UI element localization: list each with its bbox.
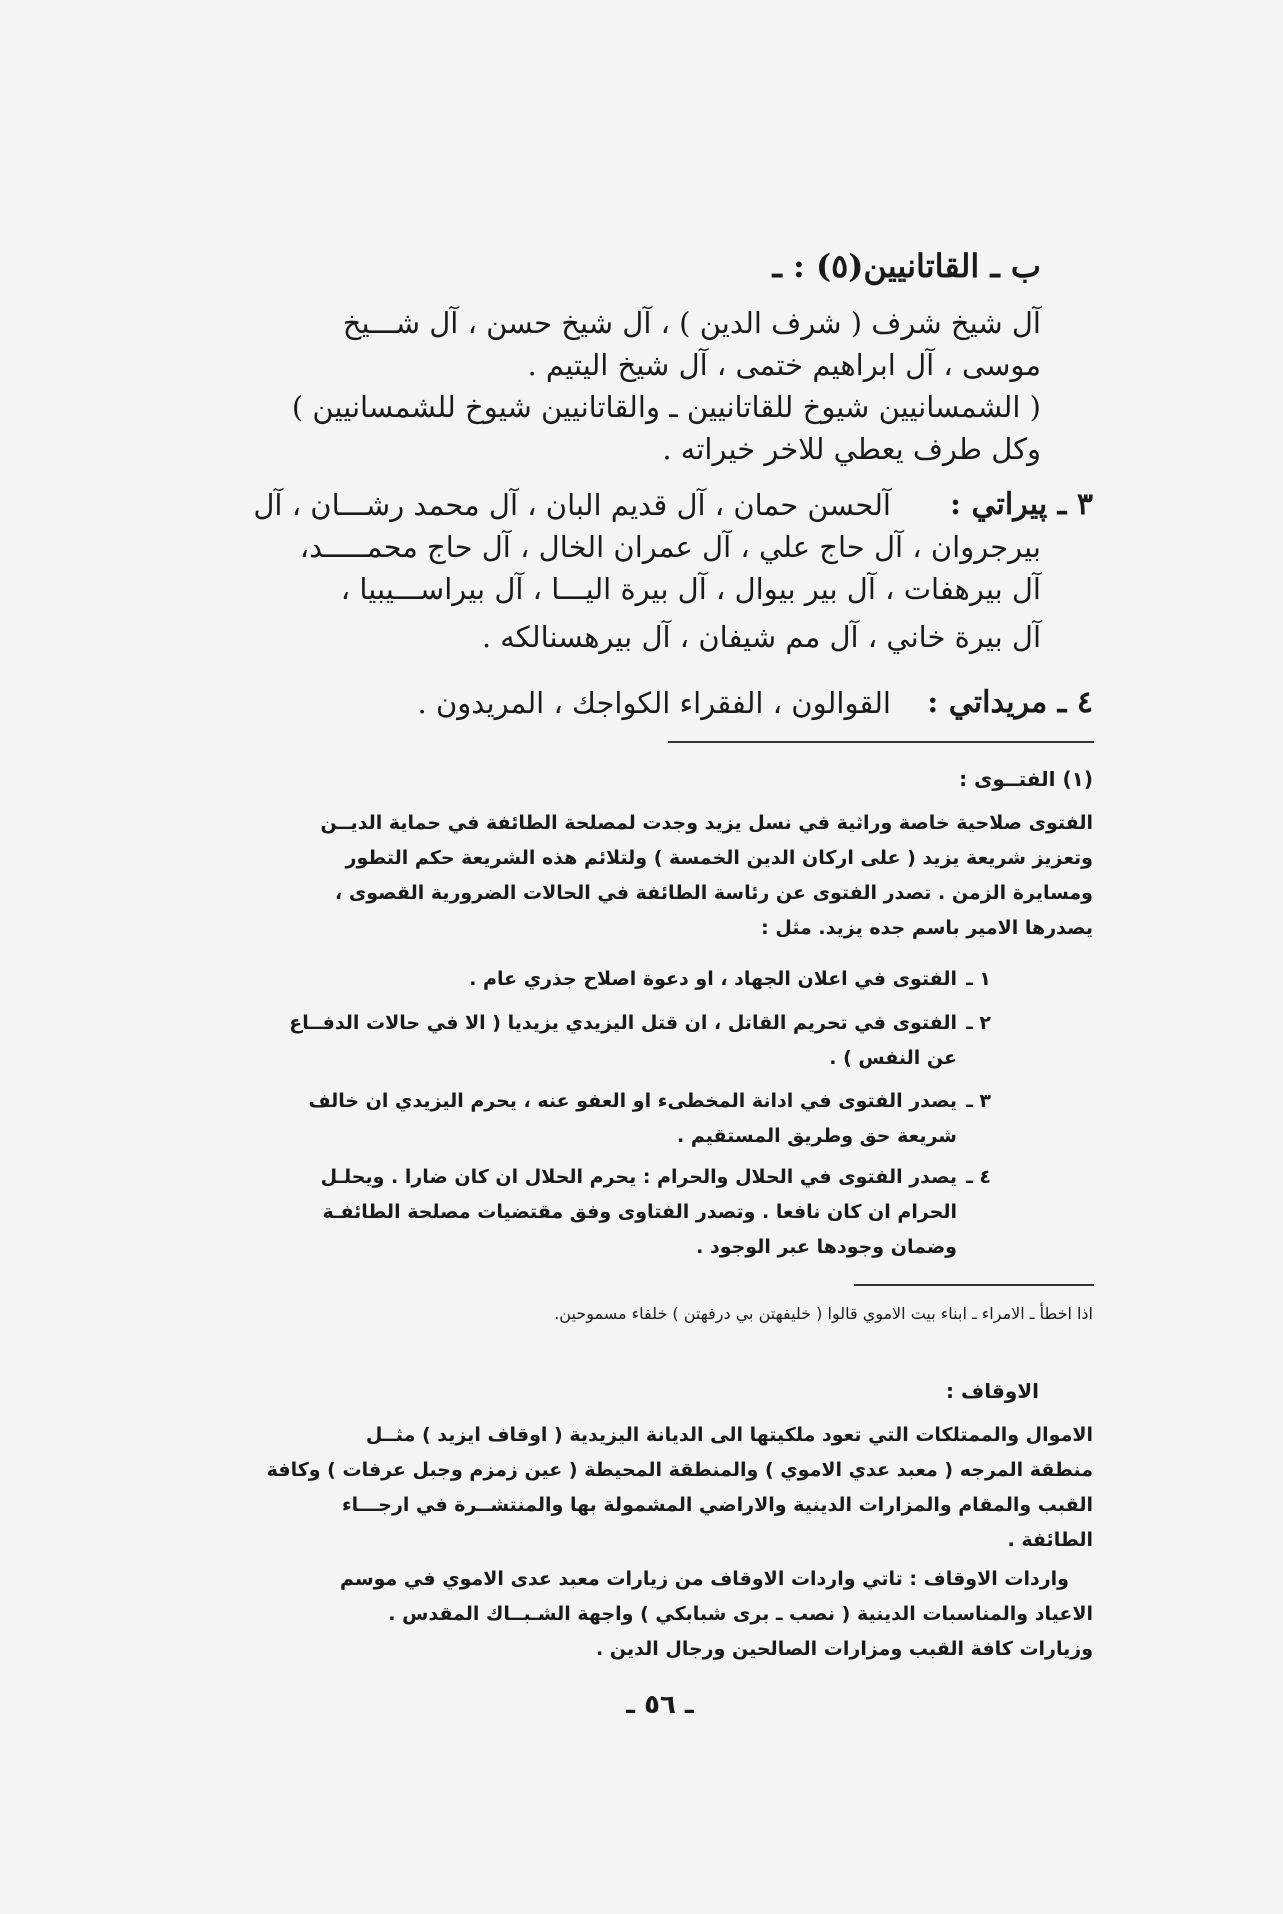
footnote-separator-2 — [854, 1284, 1094, 1286]
section-3-label: ٣ ـ پيراتي : — [950, 487, 1093, 522]
text-line: منطقة المرجه ( معبد عدي الاموي ) والمنطقة المحيطة ( عين زمزم وجبل عرفات ) وكافة — [266, 1459, 1093, 1481]
text-line: يصدر الفتوى في ادانة المخطىء او العفو عنه ، يحرم اليزيدي ان خالف — [308, 1090, 957, 1112]
awqaf-paragraph-2 — [233, 1562, 1093, 1667]
text-line: الاعياد والمناسبات الدينية ( نصب ـ برى شبابكي ) واجهة الشـبــاك المقدس . — [388, 1603, 1093, 1625]
text-line: موسى ، آل ابراهيم ختمى ، آل شيخ اليتيم . — [527, 348, 1041, 382]
page-number: ـ ٥٦ ـ — [626, 1690, 694, 1720]
section-3-body — [221, 484, 1041, 658]
item-text — [231, 962, 957, 997]
text-line: القبب والمقام والمزارات الدينية والاراضي المشمولة بها والمنتشــرة في ارجـــاء — [341, 1494, 1093, 1516]
text-line: واردات الاوقاف : تاتي واردات الاوقاف من زيارات معبد عدى الاموي في موسم — [340, 1568, 1069, 1590]
text-line: آل بيرة خاني ، آل مم شيفان ، آل بيرهسنالكه . — [481, 620, 1041, 654]
text-line: يصدرها الامير باسم جده يزيد. مثل : — [761, 917, 1093, 939]
text-line: آلحسن حمان ، آل قديم البان ، آل محمد رشـــان ، آل — [253, 488, 891, 522]
text-line: آل شيخ شرف ( شرف الدين ) ، آل شيخ حسن ، آل شـــيخ — [342, 306, 1041, 340]
item-number: ٣ ـ — [966, 1090, 991, 1112]
text-line: وتعزيز شريعة يزيد ( على اركان الدين الخمسة ) ولتلائم هذه الشريعة حكم التطور — [345, 847, 1093, 869]
text-line: عن النفس ) . — [829, 1047, 957, 1069]
item-text — [231, 1160, 957, 1265]
text-line: الفتوى في تحريم القاتل ، ان قتل اليزيدي يزيديا ( الا في حالات الدفــاع — [289, 1012, 957, 1034]
text-line: الطائفة . — [1007, 1529, 1093, 1551]
fatwa-item-1 — [231, 962, 991, 1002]
text-line: شريعة حق وطريق المستقيم . — [677, 1125, 957, 1147]
item-number: ٢ ـ — [966, 1012, 991, 1034]
text-line: الاموال والممتلكات التي تعود ملكيتها الى الديانة اليزيدية ( اوقاف ايزيد ) مثــل — [365, 1424, 1093, 1446]
text-line: وزيارات كافة القبب ومزارات الصالحين ورجال الدين . — [596, 1638, 1093, 1660]
fatwa-paragraph — [233, 806, 1093, 946]
item-text — [231, 1084, 957, 1154]
footnote-separator — [668, 741, 1094, 743]
fatwa-heading: (١) الفتــوى : — [959, 767, 1093, 791]
footnote-text: اذا اخطأ ـ الامراء ـ ابناء بيت الاموي قالوا ( خليفهتن بي درفهتن ) خلفاء مسموحين. — [554, 1304, 1093, 1323]
fatwa-item-3 — [231, 1084, 991, 1164]
text-line: ( الشمسانيين شيوخ للقاتانيين ـ والقاتانيين شيوخ للشمسانيين ) — [291, 390, 1041, 424]
awqaf-paragraph-1 — [233, 1418, 1093, 1558]
text-line: الفتوى في اعلان الجهاد ، او دعوة اصلاح جذري عام . — [469, 968, 957, 990]
item-text — [231, 1006, 957, 1076]
text-line: يصدر الفتوى في الحلال والحرام : يحرم الحلال ان كان ضارا . ويحلـل — [320, 1166, 957, 1188]
item-number: ١ ـ — [966, 968, 991, 990]
text-line: الفتوى صلاحية خاصة وراثية في نسل يزيد وجدت لمصلحة الطائفة في حماية الديــن — [320, 812, 1093, 834]
text-line: وكل طرف يعطي للاخر خيراته . — [662, 432, 1041, 466]
item-number: ٤ ـ — [966, 1166, 991, 1188]
fatwa-item-4 — [231, 1160, 991, 1280]
text-line: الحرام ان كان نافعا . وتصدر الفتاوى وفق مقتضيات مصلحة الطائفـة — [322, 1201, 957, 1223]
section-4-text: القوالون ، الفقراء الكواجك ، المريدون . — [417, 686, 891, 720]
section-b-body — [221, 302, 1041, 470]
text-line: آل بيرهفات ، آل بير بيوال ، آل بيرة اليـــا ، آل بيراســـيبيا ، — [340, 572, 1041, 606]
text-line: بيرجروان ، آل حاج علي ، آل عمران الخال ، آل حاج محمـــــد، — [299, 530, 1041, 564]
awqaf-heading: الاوقاف : — [946, 1379, 1039, 1403]
text-line: وضمان وجودها عبر الوجود . — [696, 1236, 957, 1258]
fatwa-item-2 — [231, 1006, 991, 1086]
section-b-heading: ب ـ القاتانيين(٥) : ـ — [772, 247, 1041, 285]
section-4-label: ٤ ـ مريداتي : — [927, 685, 1093, 720]
text-line: ومسايرة الزمن . تصدر الفتوى عن رئاسة الطائفة في الحالات الضرورية القصوى ، — [335, 882, 1093, 904]
